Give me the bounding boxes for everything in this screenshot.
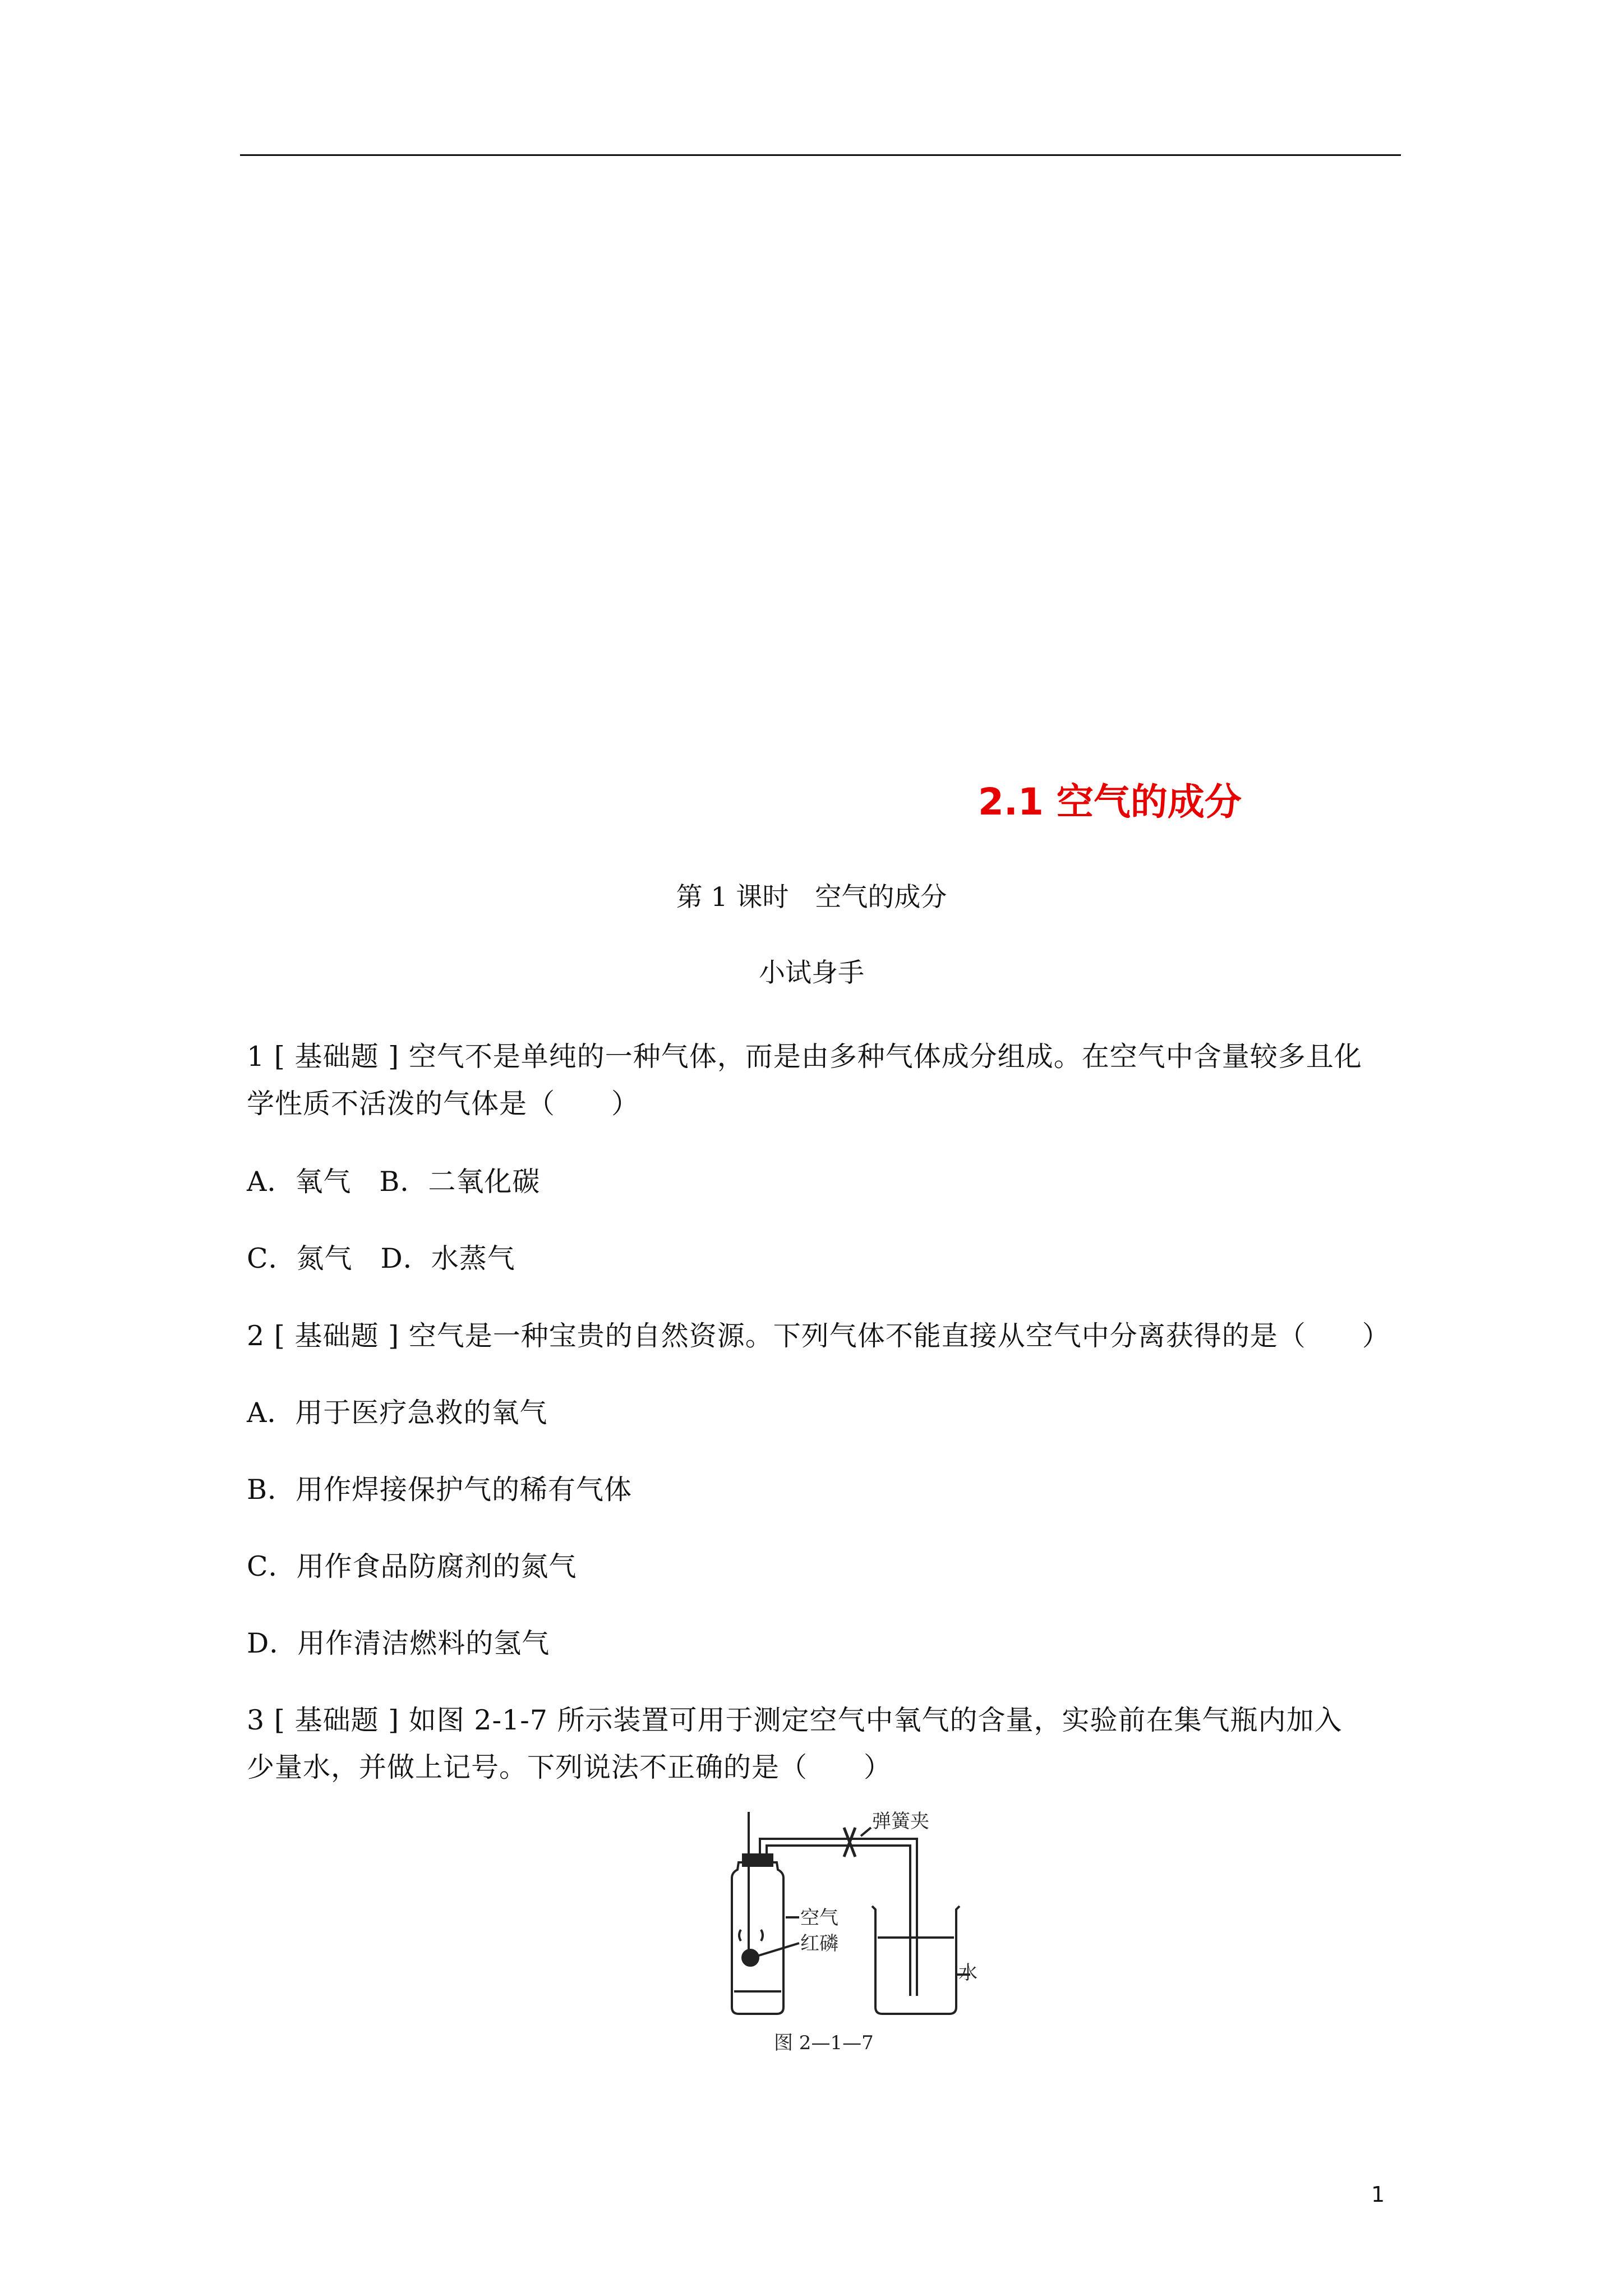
question-1-options-ab: A．氧气 B．二氧化碳 [247, 1166, 541, 1198]
question-2-option-a: A．用于医疗急救的氧气 [247, 1397, 548, 1429]
lesson-subtitle: 第 1 课时 空气的成分 [676, 882, 947, 913]
stopper [743, 1855, 772, 1866]
label-phosphorus: 红磷 [800, 1932, 838, 1955]
label-water: 水 [958, 1962, 978, 1984]
section-heading: 小试身手 [759, 958, 864, 988]
red-phosphorus [743, 1950, 758, 1966]
label-air: 空气 [800, 1907, 838, 1929]
question-2-stem: 2 [ 基础题 ] 空气是一种宝贵的自然资源。下列气体不能直接从空气中分离获得的是（ ） [247, 1320, 1390, 1352]
question-3-stem-line-2: 少量水，并做上记号。下列说法不正确的是（ ） [247, 1751, 892, 1783]
question-2-option-b: B．用作焊接保护气的稀有气体 [247, 1474, 633, 1506]
question-1-stem-line-1: 1 [ 基础题 ] 空气不是单纯的一种气体，而是由多种气体成分组成。在空气中含量较多且化 [247, 1041, 1362, 1073]
page-title: 2.1 空气的成分 [978, 780, 1242, 823]
page-number: 1 [1371, 2182, 1385, 2207]
question-3-stem-line-1: 3 [ 基础题 ] 如图 2-1-7 所示装置可用于测定空气中氧气的含量，实验前在集气瓶内加入 [247, 1704, 1343, 1736]
question-1-stem-line-2: 学性质不活泼的气体是（ ） [247, 1088, 640, 1120]
apparatus-figure [693, 1811, 984, 2060]
header-rule [240, 154, 1401, 156]
flame-lines [739, 1930, 763, 1941]
spring-clamp [844, 1828, 855, 1857]
apparatus-diagram [693, 1811, 984, 2058]
label-clamp: 弹簧夹 [872, 1811, 929, 1833]
figure-caption: 图 2—1—7 [774, 2032, 874, 2054]
question-1-options-cd: C．氮气 D．水蒸气 [247, 1243, 515, 1274]
question-2-option-c: C．用作食品防腐剂的氮气 [247, 1550, 577, 1582]
question-2-option-d: D．用作清洁燃料的氢气 [247, 1627, 550, 1659]
